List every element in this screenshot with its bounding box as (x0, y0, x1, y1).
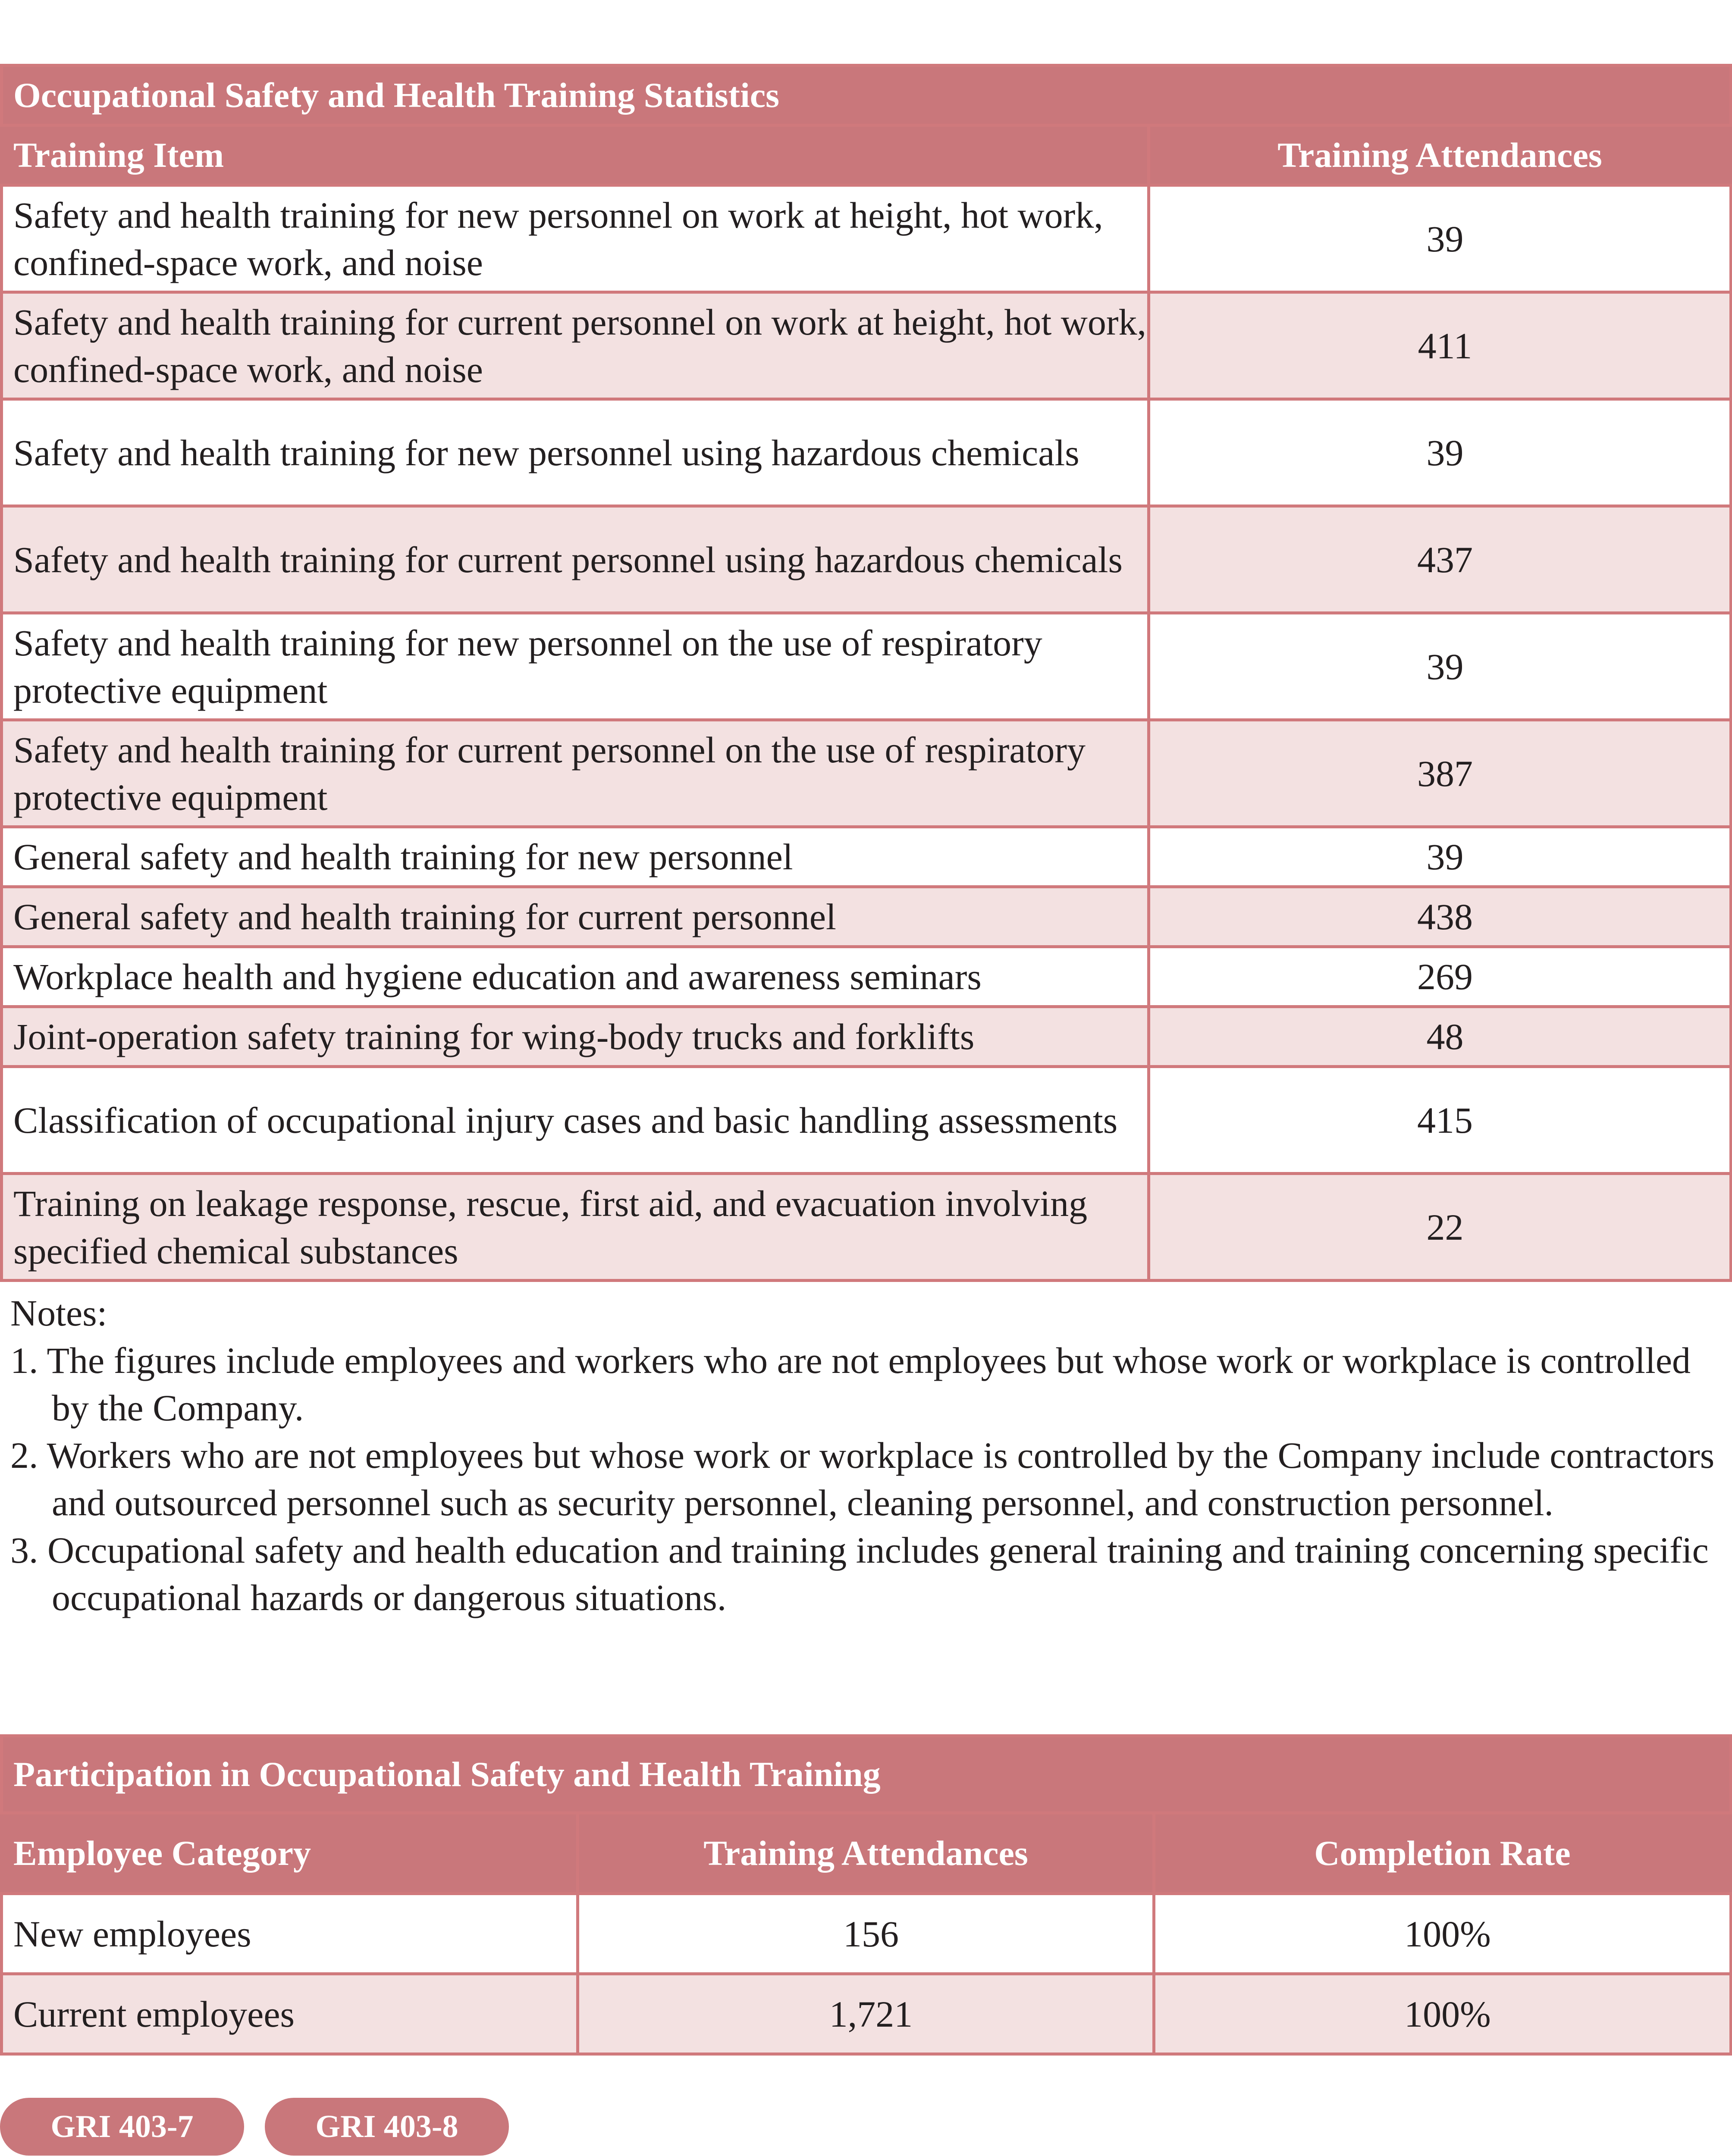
training-item: Joint-operation safety training for wing-body trucks and forklifts (2, 1007, 1149, 1067)
attendance-value: 438 (1149, 887, 1731, 947)
column-header-completion-rate: Completion Rate (1154, 1813, 1731, 1894)
training-item: Classification of occupational injury cases and basic handling assessments (2, 1067, 1149, 1174)
notes-title: Notes: (10, 1292, 107, 1334)
note-item: 2. Workers who are not employees but whose work or workplace is controlled by the Company include contractors and outsourced personnel such as security personnel, cleaning personnel, and construction personnel. (10, 1435, 1715, 1523)
table-title: Occupational Safety and Health Training Statistics (2, 66, 1731, 125)
attendance-value: 39 (1149, 399, 1731, 506)
training-item: Safety and health training for current personnel on the use of respiratory protective equipment (2, 720, 1149, 827)
attendance-value: 411 (1149, 292, 1731, 399)
attendance-value: 22 (1149, 1174, 1731, 1281)
training-item: General safety and health training for new personnel (2, 827, 1149, 887)
note-item: 1. The figures include employees and workers who are not employees but whose work or workplace is controlled by the Company. (10, 1340, 1691, 1429)
column-header-training-attendances: Training Attendances (578, 1813, 1154, 1894)
notes-section (10, 1289, 1723, 1621)
attendance-value: 387 (1149, 720, 1731, 827)
gri-badge: GRI 403-8 (265, 2098, 509, 2156)
training-item: Safety and health training for new personnel on the use of respiratory protective equipment (2, 613, 1149, 720)
training-item: Safety and health training for new personnel using hazardous chemicals (2, 399, 1149, 506)
table-title: Participation in Occupational Safety and Health Training (2, 1736, 1731, 1813)
training-item: Training on leakage response, rescue, first aid, and evacuation involving specified chemical substances (2, 1174, 1149, 1281)
gri-badge: GRI 403-7 (0, 2098, 244, 2156)
training-item: Safety and health training for current personnel on work at height, hot work, confined-space work, and noise (2, 292, 1149, 399)
training-statistics-table (0, 64, 1732, 1282)
completion-rate-value: 100% (1154, 1974, 1731, 2054)
column-header-training-attendances: Training Attendances (1149, 125, 1731, 185)
attendance-value: 1,721 (578, 1974, 1154, 2054)
attendance-value: 156 (578, 1894, 1154, 1974)
note-item: 3. Occupational safety and health education and training includes general training and training concerning specific occupational hazards or dangerous situations. (10, 1529, 1709, 1618)
training-item: Safety and health training for new personnel on work at height, hot work, confined-space work, and noise (2, 185, 1149, 292)
column-header-employee-category: Employee Category (2, 1813, 578, 1894)
attendance-value: 48 (1149, 1007, 1731, 1067)
attendance-value: 437 (1149, 506, 1731, 613)
employee-category: Current employees (2, 1974, 578, 2054)
training-item: Safety and health training for current personnel using hazardous chemicals (2, 506, 1149, 613)
participation-table (0, 1734, 1732, 2056)
training-item: Workplace health and hygiene education and awareness seminars (2, 947, 1149, 1007)
attendance-value: 39 (1149, 185, 1731, 292)
column-header-training-item: Training Item (2, 125, 1149, 185)
employee-category: New employees (2, 1894, 578, 1974)
training-item: General safety and health training for current personnel (2, 887, 1149, 947)
attendance-value: 415 (1149, 1067, 1731, 1174)
attendance-value: 39 (1149, 613, 1731, 720)
attendance-value: 39 (1149, 827, 1731, 887)
completion-rate-value: 100% (1154, 1894, 1731, 1974)
attendance-value: 269 (1149, 947, 1731, 1007)
